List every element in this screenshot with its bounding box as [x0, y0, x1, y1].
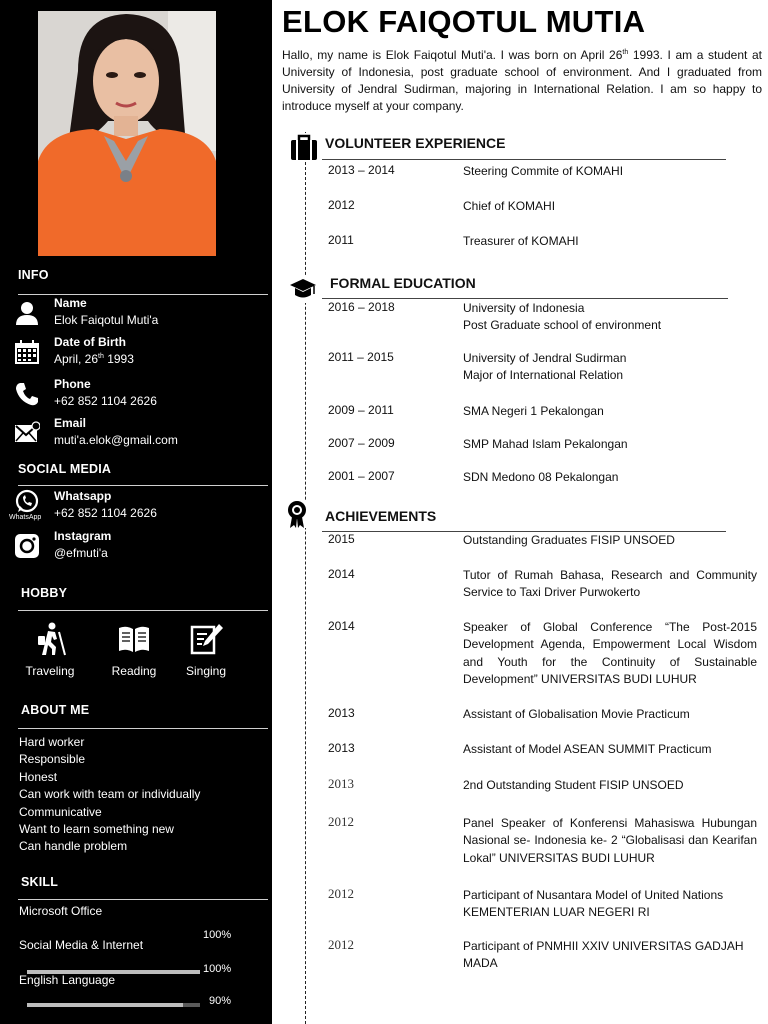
about-list — [19, 734, 200, 856]
instagram-icon — [14, 533, 40, 559]
education-year: 2011 – 2015 — [328, 350, 394, 364]
education-heading: FORMAL EDUCATION — [330, 275, 476, 291]
education-desc: SMA Negeri 1 Pekalongan — [463, 404, 604, 418]
social-instagram — [14, 529, 264, 565]
info-phone — [14, 377, 264, 413]
achievement-desc: 2nd Outstanding Student FISIP UNSOED — [463, 778, 684, 792]
achievement-desc: Assistant of Model ASEAN SUMMIT Practicum — [463, 742, 712, 756]
book-icon — [117, 622, 151, 656]
volunteer-year: 2012 — [328, 198, 355, 212]
volunteer-desc: Treasurer of KOMAHI — [463, 234, 579, 248]
achievement-desc: Participant of PNMHII XXIV UNIVERSITAS GADJAH MADA — [463, 939, 744, 971]
hobby-heading: HOBBY — [21, 586, 68, 600]
skill-name: English Language — [19, 973, 116, 987]
social-whatsapp — [9, 489, 264, 525]
info-dob — [14, 335, 264, 371]
hobby-divider — [18, 610, 268, 611]
achievement-year: 2015 — [328, 532, 355, 546]
skill-bar-fill — [27, 1003, 183, 1007]
hobby-label: Reading — [111, 664, 157, 678]
traveler-icon — [33, 622, 67, 656]
phone-value: +62 852 1104 2626 — [54, 394, 157, 408]
volunteer-divider — [322, 159, 726, 160]
achievement-desc: Panel Speaker of Konferensi Mahasiswa Hubungan Nasional se- Indonesia ke- 2 “Globalisasi dan Kearifan Lokal” UNIVERSITAS BUDI LUHUR — [463, 816, 757, 865]
skill-name: Microsoft Office — [19, 904, 103, 918]
achievement-year: 2014 — [328, 619, 355, 633]
about-item: Can handle problem — [19, 839, 128, 854]
dob-value: April, 26th 1993 — [54, 352, 134, 366]
phone-icon — [14, 381, 40, 407]
achievement-year: 2013 — [328, 706, 355, 720]
whatsapp-value: +62 852 1104 2626 — [54, 506, 157, 520]
achievement-year: 2013 — [328, 741, 355, 755]
hobby-label: Traveling — [25, 664, 75, 678]
achievement-year: 2012 — [328, 814, 354, 829]
email-icon — [14, 420, 40, 446]
education-year: 2001 – 2007 — [328, 469, 395, 483]
profile-photo — [38, 11, 216, 256]
calendar-icon — [14, 339, 40, 365]
achievement-year: 2014 — [328, 567, 355, 581]
info-heading: INFO — [18, 268, 49, 282]
instagram-value: @efmuti'a — [54, 546, 108, 560]
skill-bar — [27, 1003, 200, 1007]
about-item: Hard worker — [19, 735, 85, 749]
about-item: Can work with team or individually — [19, 787, 201, 802]
skill-percent: 90% — [209, 995, 232, 1007]
edit-document-icon — [189, 622, 223, 656]
instagram-label: Instagram — [54, 529, 112, 543]
social-divider — [18, 485, 268, 486]
info-name — [14, 296, 264, 332]
medal-icon — [283, 500, 311, 528]
volunteer-heading: VOLUNTEER EXPERIENCE — [325, 135, 506, 151]
hobby-label: Singing — [185, 664, 227, 678]
achievements-heading: ACHIEVEMENTS — [325, 508, 437, 524]
achievement-desc: Outstanding Graduates FISIP UNSOED — [463, 533, 675, 547]
skill-name: Social Media & Internet — [19, 938, 144, 952]
achievement-desc: Tutor of Rumah Bahasa, Research and Community Service to Taxi Driver Purwokerto — [463, 568, 757, 600]
education-year: 2007 – 2009 — [328, 436, 395, 450]
briefcase-icon — [290, 133, 318, 161]
about-divider — [18, 728, 268, 729]
info-divider — [18, 294, 268, 295]
about-item: Responsible — [19, 752, 86, 767]
hobby-reading — [99, 622, 169, 678]
email-label: Email — [54, 416, 87, 430]
whatsapp-icon-caption: WhatsApp — [9, 514, 42, 521]
achievement-year: 2013 — [328, 776, 354, 791]
education-year: 2009 – 2011 — [328, 403, 394, 417]
sidebar — [0, 0, 272, 1024]
education-desc: University of Indonesia Post Graduate school of environment — [463, 301, 662, 333]
education-desc: University of Jendral Sudirman Major of International Relation — [463, 351, 627, 383]
volunteer-desc: Chief of KOMAHI — [463, 199, 556, 213]
skill-divider — [18, 899, 268, 900]
volunteer-year: 2011 — [328, 233, 354, 247]
skill-heading: SKILL — [21, 875, 59, 889]
whatsapp-label: Whatsapp — [54, 489, 112, 503]
education-desc: SMP Mahad Islam Pekalongan — [463, 437, 628, 451]
name-value: Elok Faiqotul Muti'a — [54, 313, 159, 327]
about-item: Honest — [19, 769, 58, 784]
info-email — [14, 416, 264, 452]
graduation-cap-icon — [289, 275, 317, 303]
person-icon — [14, 300, 40, 326]
achievement-year: 2012 — [328, 886, 354, 901]
education-year: 2016 – 2018 — [328, 300, 395, 314]
timeline-line — [305, 132, 306, 1024]
name-label: Name — [54, 296, 87, 310]
hobby-singing — [171, 622, 241, 678]
hobby-traveling — [15, 622, 85, 678]
achievement-desc: Participant of Nusantara Model of United Nations KEMENTERIAN LUAR NEGERI RI — [463, 888, 724, 920]
whatsapp-icon — [14, 489, 40, 515]
achievement-desc: Assistant of Globalisation Movie Practicum — [463, 707, 690, 721]
page-title: ELOK FAIQOTUL MUTIA — [282, 4, 646, 39]
phone-label: Phone — [54, 377, 91, 391]
about-item: Want to learn something new — [19, 822, 174, 837]
dob-label: Date of Birth — [54, 335, 126, 349]
social-heading: SOCIAL MEDIA — [18, 462, 112, 476]
about-item: Communicative — [19, 804, 102, 819]
skill-percent: 100% — [203, 963, 232, 975]
education-divider — [322, 298, 728, 299]
skill-percent: 100% — [203, 929, 232, 941]
about-heading: ABOUT ME — [21, 703, 90, 717]
volunteer-desc: Steering Commite of KOMAHI — [463, 164, 624, 178]
email-value[interactable]: muti'a.elok@gmail.com — [54, 433, 178, 447]
education-desc: SDN Medono 08 Pekalongan — [463, 470, 619, 484]
achievement-year: 2012 — [328, 937, 354, 952]
achievement-desc: Speaker of Global Conference “The Post-2015 Development Agenda, Empowerment Local Wisdom and Youth for the Continuity of Sustainable Development” UNIVERSITAS BUDI LUHUR — [463, 620, 757, 686]
intro-paragraph: Hallo, my name is Elok Faiqotul Muti'a. I was born on April 26th 1993. I am a student at University of Indonesia, post graduate school of environment. And I graduated from University of Jendral Sudirman, majoring in International Relation. I am so happy to introduce myself at your company. — [282, 48, 762, 113]
volunteer-year: 2013 – 2014 — [328, 163, 395, 177]
